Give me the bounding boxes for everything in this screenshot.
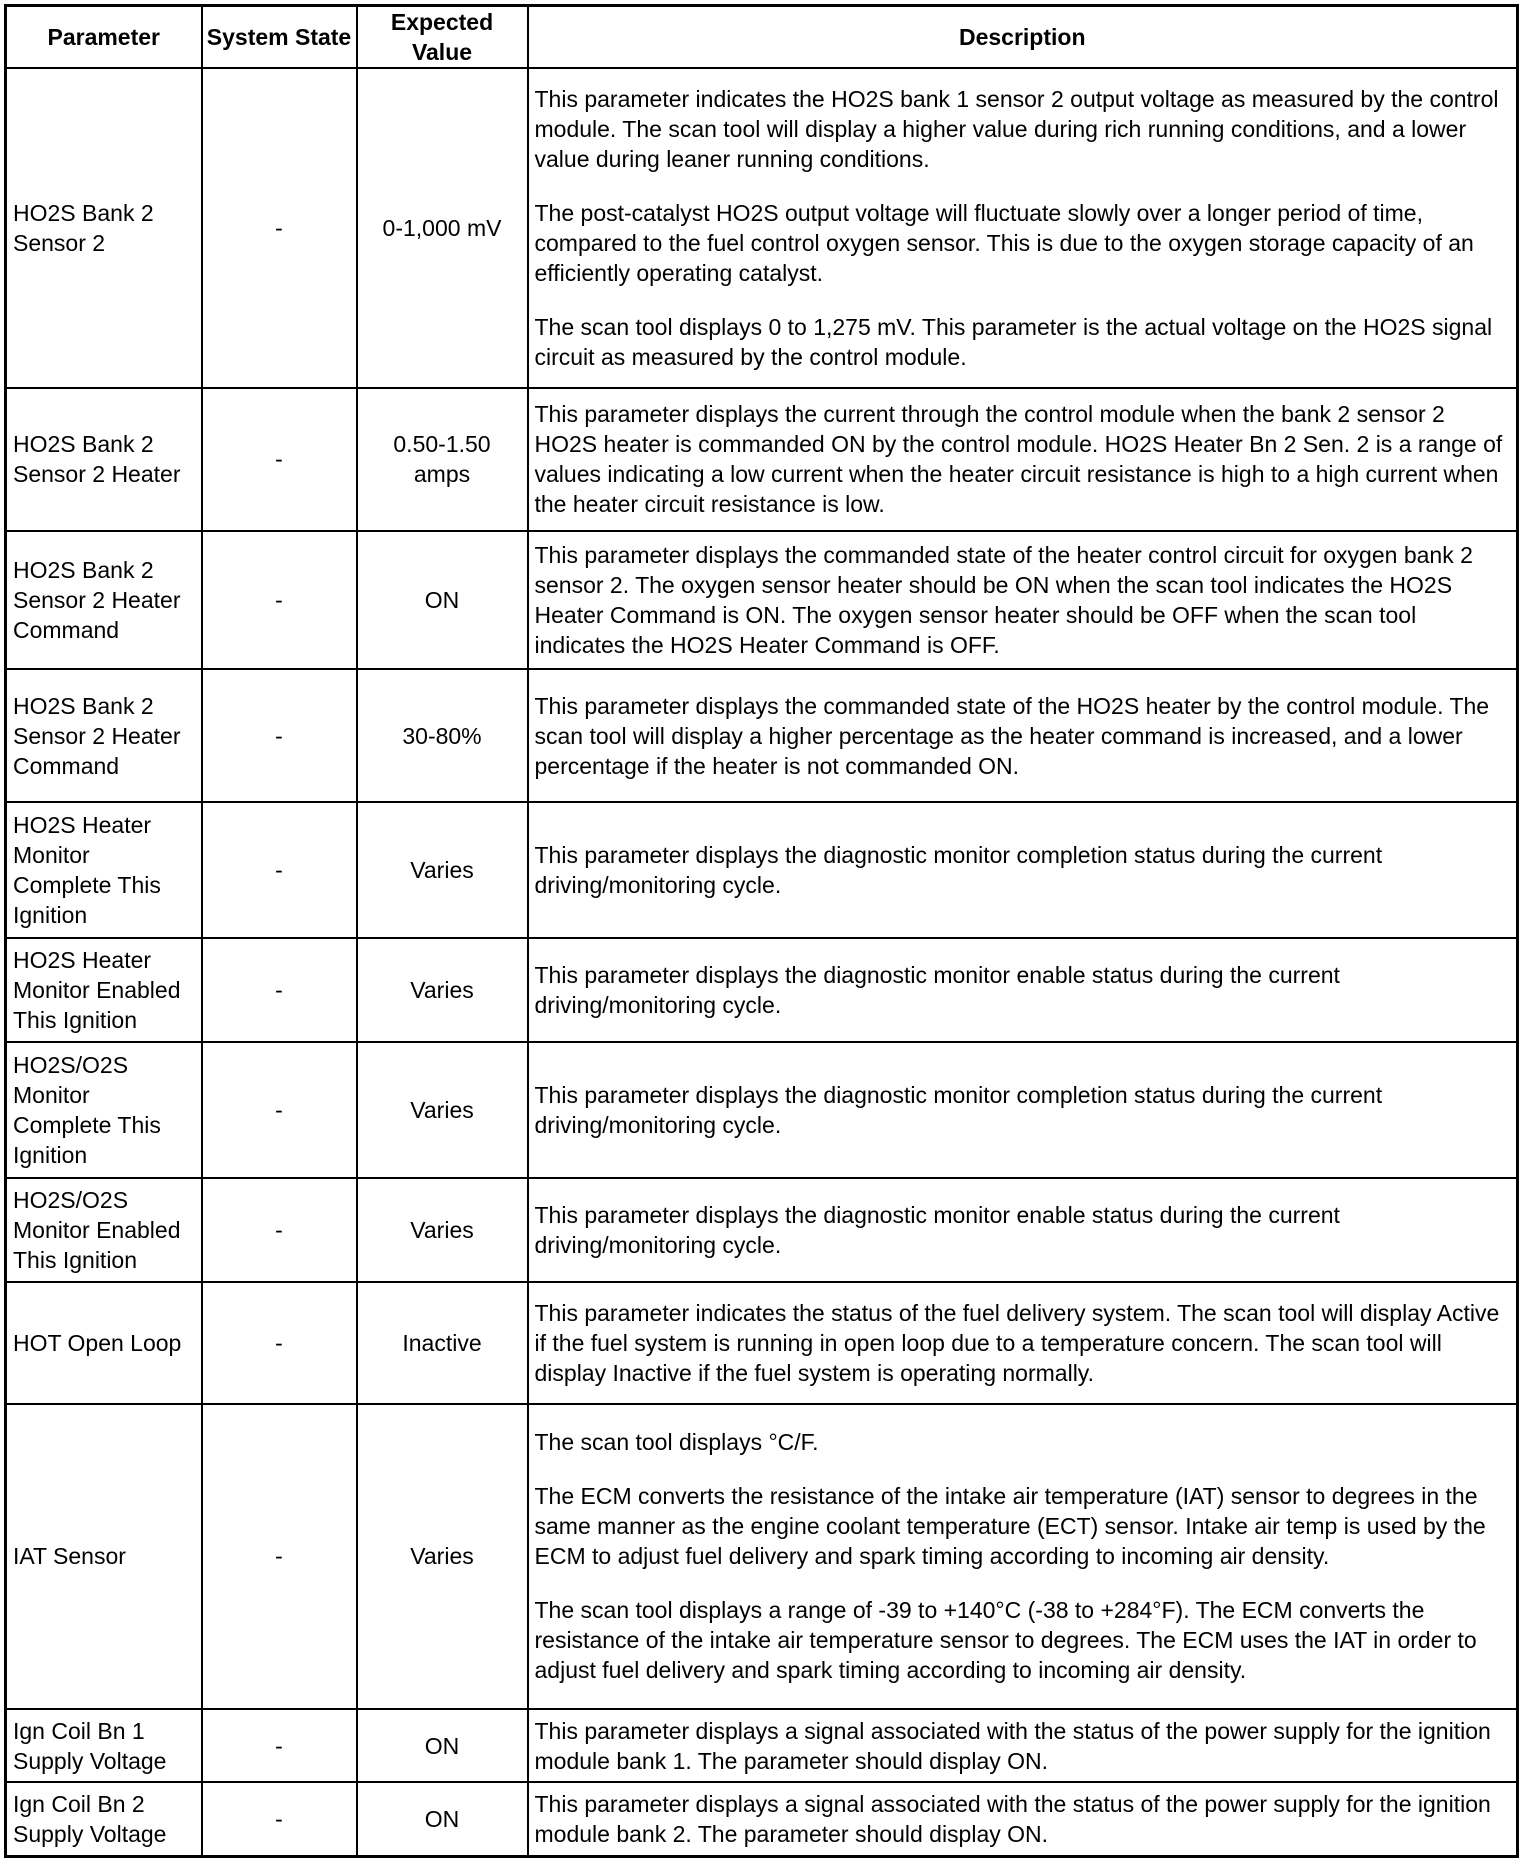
- description-cell: [528, 1404, 1518, 1710]
- description-cell: [528, 68, 1518, 388]
- system-state-cell: -: [202, 1178, 357, 1282]
- description-paragraph: The post-catalyst HO2S output voltage will fluctuate slowly over a longer period of time, compared to the fuel control oxygen sensor. This is due to the oxygen storage capacity of an efficiently operating catalyst.: [534, 199, 1474, 286]
- expected-value-cell: ON: [357, 1709, 528, 1782]
- system-state-cell: -: [202, 531, 357, 669]
- header-expected-value: Expected Value: [357, 6, 528, 69]
- description-paragraph: This parameter displays the current through the control module when the bank 2 sensor 2 HO2S heater is commanded ON by the control module. HO2S Heater Bn 2 Sen. 2 is a range of values indicating a low current when the heater circuit resistance is high to a high current when the heater circuit resistance is low.: [534, 401, 1503, 518]
- description-cell: [528, 1042, 1518, 1178]
- system-state-cell: -: [202, 388, 357, 532]
- header-description: Description: [528, 6, 1518, 69]
- table-row: [6, 1782, 1518, 1856]
- description-cell: [528, 1178, 1518, 1282]
- description-cell: [528, 1709, 1518, 1782]
- description-cell: [528, 938, 1518, 1042]
- expected-value-cell: Varies: [357, 1404, 528, 1710]
- table-row: [6, 938, 1518, 1042]
- description-paragraph: The scan tool displays °C/F.: [534, 1429, 819, 1456]
- parameter-cell: HO2S Bank 2 Sensor 2 Heater Command: [6, 669, 202, 802]
- parameter-cell: HO2S Heater Monitor Enabled This Ignition: [6, 938, 202, 1042]
- parameter-cell: Ign Coil Bn 2 Supply Voltage: [6, 1782, 202, 1856]
- expected-value-cell: 0.50-1.50 amps: [357, 388, 528, 532]
- parameter-cell: HOT Open Loop: [6, 1282, 202, 1404]
- description-cell: [528, 1782, 1518, 1856]
- expected-value-cell: ON: [357, 1782, 528, 1856]
- parameter-cell: HO2S/O2S Monitor Enabled This Ignition: [6, 1178, 202, 1282]
- table-row: [6, 531, 1518, 669]
- description-paragraph: This parameter displays a signal associated with the status of the power supply for the ignition module bank 1. The parameter should display ON.: [534, 1717, 1491, 1774]
- table-row: [6, 1042, 1518, 1178]
- description-paragraph: This parameter displays the commanded state of the heater control circuit for oxygen bank 2 sensor 2. The oxygen sensor heater should be ON when the scan tool indicates the HO2S Heater Command is ON. The oxygen sensor heater should be OFF when the scan tool indicates the HO2S Heater Command is OFF.: [534, 542, 1473, 659]
- description-paragraph: The scan tool displays a range of -39 to +140°C (-38 to +284°F). The ECM converts the resistance of the intake air temperature sensor to degrees. The ECM uses the IAT in order to adjust fuel delivery and spark timing according to incoming air density.: [534, 1597, 1477, 1684]
- description-paragraph: This parameter displays the commanded state of the HO2S heater by the control module. The scan tool will display a higher percentage as the heater command is increased, and a lower percentage if the heater is not commanded ON.: [534, 692, 1490, 779]
- description-paragraph: The scan tool displays 0 to 1,275 mV. This parameter is the actual voltage on the HO2S signal circuit as measured by the control module.: [534, 313, 1493, 370]
- description-paragraph: This parameter displays the diagnostic monitor enable status during the current driving/monitoring cycle.: [534, 1201, 1340, 1258]
- description-paragraph: The ECM converts the resistance of the intake air temperature (IAT) sensor to degrees in the same manner as the engine coolant temperature (ECT) sensor. Intake air temp is used by the ECM to adjust fuel delivery and spark timing according to incoming air density.: [534, 1483, 1486, 1570]
- system-state-cell: -: [202, 1709, 357, 1782]
- table-row: [6, 802, 1518, 938]
- description-paragraph: This parameter indicates the HO2S bank 1 sensor 2 output voltage as measured by the control module. The scan tool will display a higher value during rich running conditions, and a lower value during leaner running conditions.: [534, 85, 1499, 172]
- parameter-cell: IAT Sensor: [6, 1404, 202, 1710]
- parameter-cell: Ign Coil Bn 1 Supply Voltage: [6, 1709, 202, 1782]
- description-cell: [528, 388, 1518, 532]
- table-row: [6, 388, 1518, 532]
- description-paragraph: This parameter displays the diagnostic monitor completion status during the current driving/monitoring cycle.: [534, 842, 1383, 899]
- system-state-cell: -: [202, 938, 357, 1042]
- expected-value-cell: Inactive: [357, 1282, 528, 1404]
- parameter-cell: HO2S/O2S Monitor Complete This Ignition: [6, 1042, 202, 1178]
- expected-value-cell: 30-80%: [357, 669, 528, 802]
- parameter-cell: HO2S Bank 2 Sensor 2: [6, 68, 202, 388]
- parameter-cell: HO2S Bank 2 Sensor 2 Heater: [6, 388, 202, 532]
- parameter-cell: HO2S Bank 2 Sensor 2 Heater Command: [6, 531, 202, 669]
- description-paragraph: This parameter indicates the status of the fuel delivery system. The scan tool will display Active if the fuel system is running in open loop due to a temperature concern. The scan tool will display Inactive if the fuel system is operating normally.: [534, 1299, 1500, 1386]
- table-row: [6, 1178, 1518, 1282]
- system-state-cell: -: [202, 669, 357, 802]
- system-state-cell: -: [202, 1782, 357, 1856]
- description-cell: [528, 802, 1518, 938]
- header-row: [6, 6, 1518, 69]
- table-row: [6, 1709, 1518, 1782]
- parameter-cell: HO2S Heater Monitor Complete This Ignition: [6, 802, 202, 938]
- expected-value-cell: Varies: [357, 1042, 528, 1178]
- parameter-table: [4, 4, 1519, 1858]
- table-row: [6, 68, 1518, 388]
- description-cell: [528, 1282, 1518, 1404]
- system-state-cell: -: [202, 802, 357, 938]
- expected-value-cell: Varies: [357, 938, 528, 1042]
- system-state-cell: -: [202, 1404, 357, 1710]
- table-row: [6, 1404, 1518, 1710]
- system-state-cell: -: [202, 1042, 357, 1178]
- description-cell: [528, 531, 1518, 669]
- expected-value-cell: Varies: [357, 802, 528, 938]
- description-cell: [528, 669, 1518, 802]
- expected-value-cell: Varies: [357, 1178, 528, 1282]
- table-row: [6, 1282, 1518, 1404]
- table-row: [6, 669, 1518, 802]
- system-state-cell: -: [202, 1282, 357, 1404]
- header-system-state: System State: [202, 6, 357, 69]
- description-paragraph: This parameter displays the diagnostic monitor enable status during the current driving/monitoring cycle.: [534, 962, 1340, 1018]
- expected-value-cell: 0-1,000 mV: [357, 68, 528, 388]
- header-parameter: Parameter: [6, 6, 202, 69]
- description-paragraph: This parameter displays the diagnostic monitor completion status during the current driving/monitoring cycle.: [534, 1081, 1383, 1138]
- system-state-cell: -: [202, 68, 357, 388]
- description-paragraph: This parameter displays a signal associated with the status of the power supply for the ignition module bank 2. The parameter should display ON.: [534, 1791, 1491, 1848]
- expected-value-cell: ON: [357, 531, 528, 669]
